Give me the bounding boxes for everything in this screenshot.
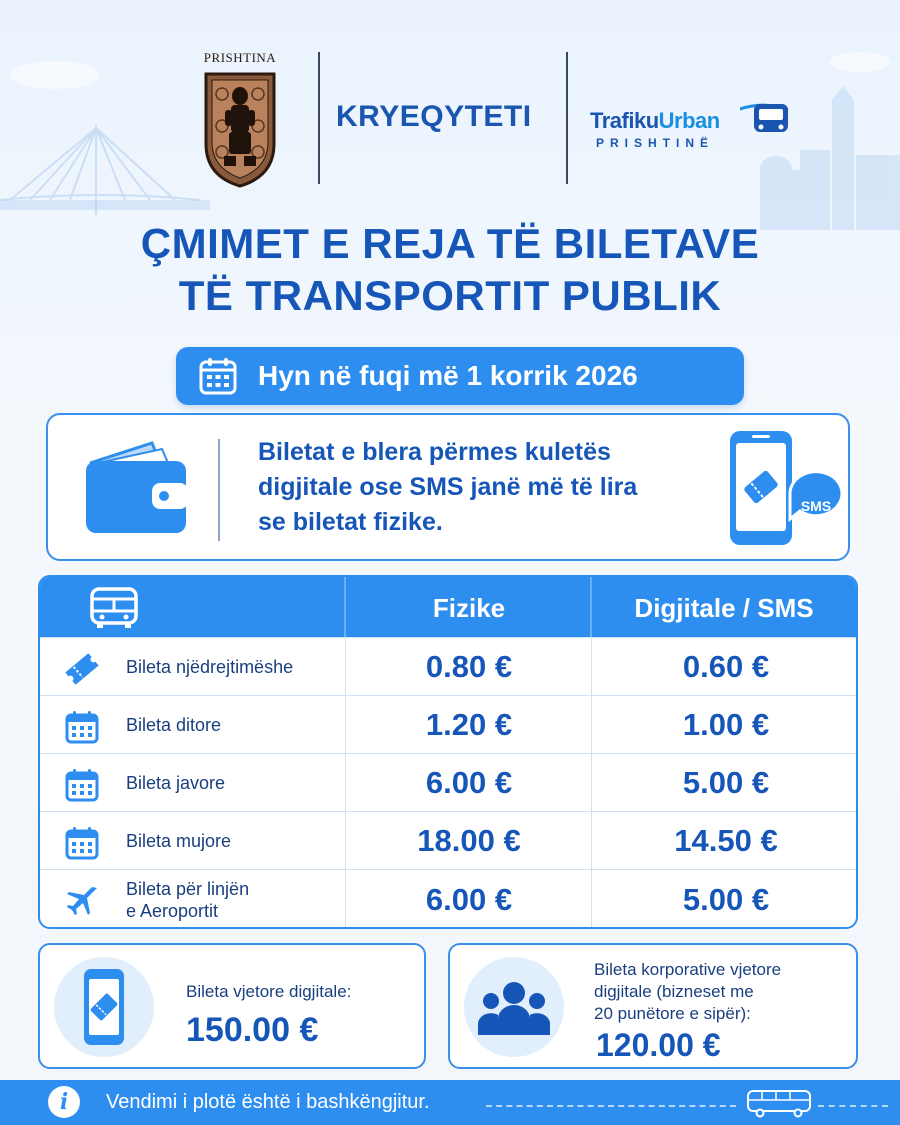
corporate-ticket-label (594, 959, 781, 1025)
row-label-line-2: e Aeroportit (126, 901, 219, 921)
annual-ticket-card (38, 943, 426, 1069)
footer-text: Vendimi i plotë është i bashkëngjitur. (106, 1091, 430, 1113)
sms-badge: SMS (800, 498, 832, 514)
row-label (126, 878, 249, 922)
footer-bar (0, 1080, 900, 1125)
group-users-icon (464, 957, 564, 1057)
price-digjitale: 1.00 € (682, 707, 770, 742)
price-fizike: 1.20 € (425, 707, 513, 742)
kryeqyteti-logo: KRYEQYTETI (336, 100, 532, 133)
price-fizike: 0.80 € (425, 649, 513, 684)
airplane-icon (64, 883, 100, 919)
table-row (40, 869, 858, 929)
price-fizike: 18.00 € (417, 823, 521, 858)
table-row (40, 695, 858, 753)
effective-date-banner (176, 347, 744, 405)
icon-circle (54, 957, 154, 1057)
corporate-ticket-price: 120.00 € (596, 1027, 721, 1063)
ticket-icon (64, 651, 100, 687)
table-row (40, 753, 858, 811)
col-digjitale: Digjitale / SMS (634, 593, 814, 623)
price-table (38, 575, 858, 929)
info-text (258, 435, 718, 540)
corporate-line-1: Bileta korporative vjetore (594, 960, 782, 979)
corporate-ticket-card (448, 943, 858, 1069)
info-icon: i (48, 1086, 80, 1118)
table-row (40, 637, 858, 695)
bus-outline-icon (746, 1088, 812, 1118)
bus-icon (88, 587, 140, 629)
wallet-icon (82, 437, 192, 541)
trafiku-name-part2: Urban (658, 108, 720, 133)
col-fizike: Fizike (432, 593, 506, 623)
calendar-icon (64, 767, 100, 803)
header-divider (566, 52, 568, 184)
price-fizike: 6.00 € (425, 765, 513, 800)
annual-ticket-label: Bileta vjetore digjitale: (186, 982, 352, 1001)
row-label: Bileta njëdrejtimëshe (126, 657, 294, 677)
corporate-line-2: digjitale (bizneset me (594, 982, 754, 1001)
trafiku-urban-name (590, 108, 720, 134)
row-label-line-1: Bileta për linjën (126, 879, 250, 899)
digital-info-card (46, 413, 850, 561)
prishtina-crest (200, 50, 280, 190)
annual-ticket-price: 150.00 € (186, 1011, 319, 1049)
row-label: Bileta ditore (126, 715, 222, 735)
footer-dashed-line (486, 1105, 736, 1107)
info-line-1: Biletat e blera përmes kuletës (258, 438, 611, 466)
footer-dashed-line (818, 1105, 888, 1107)
info-line-3: se biletat fizike. (258, 508, 443, 536)
trafiku-urban-subtitle: PRISHTINË (596, 136, 715, 150)
crest-label: PRISHTINA (203, 50, 277, 65)
header (0, 40, 900, 190)
title-line-2: TË TRANSPORTIT PUBLIK (178, 272, 722, 319)
effective-date-text: Hyn në fuqi më 1 korrik 2026 (258, 360, 638, 391)
phone-sms-icon (724, 429, 844, 549)
title-line-1: ÇMIMET E REJA TË BILETAVE (140, 220, 760, 267)
calendar-icon (198, 356, 238, 396)
calendar-icon (64, 825, 100, 861)
corporate-line-3: 20 punëtore e sipër): (594, 1004, 751, 1023)
trafiku-urban-logo (590, 108, 800, 178)
table-header (40, 577, 858, 637)
calendar-icon (64, 709, 100, 745)
info-divider (218, 439, 220, 541)
price-digjitale: 14.50 € (674, 823, 778, 858)
bus-logo-icon (740, 100, 792, 140)
icon-circle (464, 957, 564, 1057)
row-label: Bileta javore (126, 773, 226, 793)
price-digjitale: 5.00 € (682, 882, 770, 917)
row-label: Bileta mujore (126, 831, 232, 851)
page-title (0, 218, 900, 322)
trafiku-name-part1: Trafiku (590, 108, 659, 133)
info-line-2: digjitale ose SMS janë më të lira (258, 473, 638, 501)
header-divider (318, 52, 320, 184)
crest-emblem-icon (204, 70, 276, 188)
price-digjitale: 0.60 € (682, 649, 770, 684)
table-row (40, 811, 858, 869)
phone-ticket-icon (54, 957, 154, 1057)
price-digjitale: 5.00 € (682, 765, 770, 800)
price-fizike: 6.00 € (425, 882, 513, 917)
